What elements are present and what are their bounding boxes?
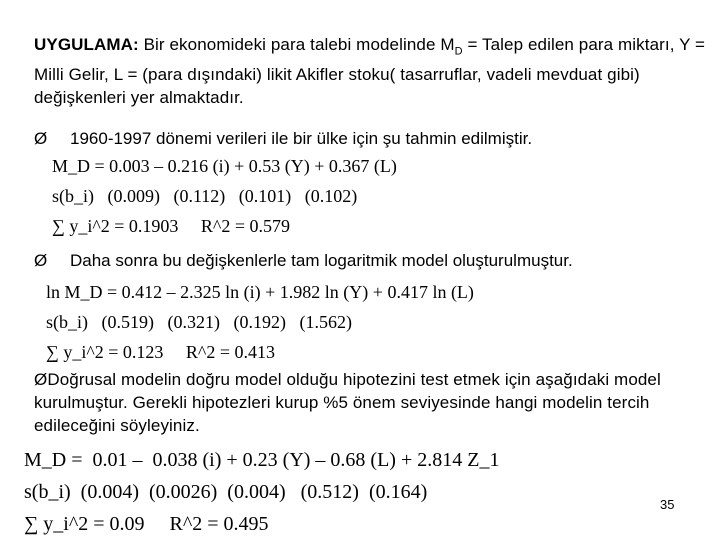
bullet-arrow-icon: Ø [34,370,48,389]
bullet-2 [34,249,573,272]
bullet-3 [34,368,710,437]
intro-subscript: D [454,45,463,58]
bullet-arrow-icon: Ø [34,129,48,148]
model3-fit-stats: ∑ y_i^2 = 0.09 R^2 = 0.495 [24,513,269,535]
bullet-1-text: 1960-1997 dönemi verileri ile bir ülke için şu tahmin edilmiştir. [70,129,533,148]
model2-equation: ln M_D = 0.412 – 2.325 ln (i) + 1.982 ln (Y) + 0.417 ln (L) [46,282,474,302]
model2-fit-stats: ∑ y_i^2 = 0.123 R^2 = 0.413 [46,342,276,362]
bullet-2-text: Daha sonra bu değişkenlerle tam logaritmik model oluşturulmuştur. [70,251,573,270]
intro-text-2: = Talep edilen para miktarı, Y = Milli Gelir, L = (para dışındaki) likit Akifler stoku( tasarruflar, vadeli mevduat gibi) değişkenleri yer almaktadır. [34,35,706,108]
bullet-3-text: Doğrusal modelin doğru model olduğu hipotezini test etmek için aşağıdaki model kurulmuştur. Gerekli hipotezleri kurup %5 önem seviyesinde hangi modelin tercih edileceğini söyleyiniz. [34,370,661,435]
model3-std-errors: s(b_i) (0.004) (0.0026) (0.004) (0.512) (0.164) [24,481,428,503]
model1-fit-stats: ∑ y_i^2 = 0.1903 R^2 = 0.579 [52,216,291,236]
intro-text-1: Bir ekonomideki para talebi modelinde M [138,35,455,54]
model3-equation: M_D = 0.01 – 0.038 (i) + 0.23 (Y) – 0.68 (L) + 2.814 Z_1 [24,449,500,471]
page-number: 35 [660,497,675,512]
model1-equation: M_D = 0.003 – 0.216 (i) + 0.53 (Y) + 0.367 (L) [52,156,397,176]
model1-std-errors: s(b_i) (0.009) (0.112) (0.101) (0.102) [52,186,358,206]
intro-heading: UYGULAMA: [34,35,139,54]
intro-paragraph [34,33,710,109]
model2-std-errors: s(b_i) (0.519) (0.321) (0.192) (1.562) [46,312,352,332]
bullet-1 [34,127,532,150]
bullet-arrow-icon: Ø [34,251,48,270]
